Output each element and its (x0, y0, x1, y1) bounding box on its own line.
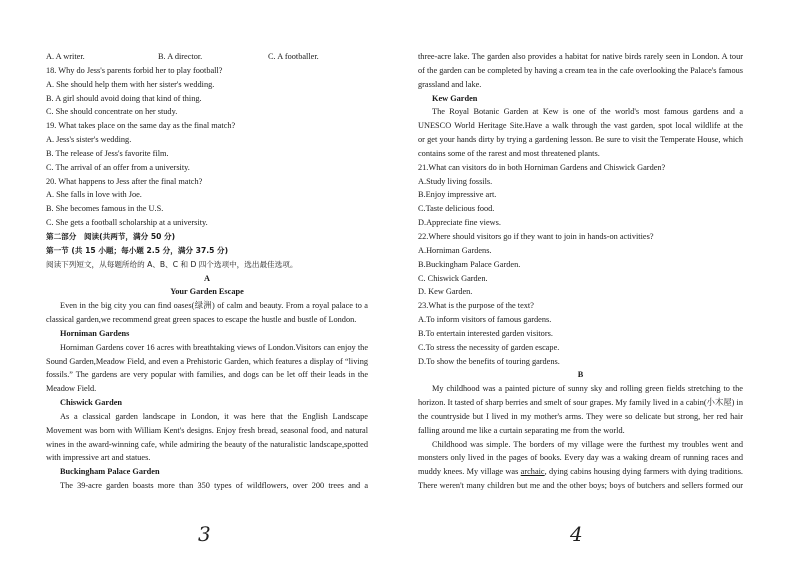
underlined-word-archaic: archaic (520, 467, 545, 477)
q17-option-a: A. A writer. (46, 52, 85, 61)
question-line: D.To show the benefits of touring gardens. (418, 356, 560, 366)
question-line: A.To inform visitors of famous gardens. (418, 315, 552, 325)
q17-options (46, 50, 368, 64)
question-line: A.Horniman Gardens. (418, 245, 492, 255)
question-line: 19. What takes place on the same day as the final match? (46, 121, 236, 131)
right-page-column (418, 50, 743, 493)
para2-line: There weren't many children but me and the other boys; boys of butchers and sellers formed our (418, 481, 743, 491)
para1-line: My childhood was a painted picture of sunny sky and rolling green fields stretching to the (432, 384, 743, 394)
left-page-column (46, 50, 368, 493)
question-line: C.Taste delicious food. (418, 204, 495, 214)
buckingham-line: The 39-acre garden boasts more than 350 types of wildflowers, over 200 trees and a (60, 481, 368, 491)
intro-line: classical garden,we recommend great green spaces to escape the hustle and bustle of London. (46, 315, 357, 325)
question-line: 23.What is the purpose of the text? (418, 301, 534, 311)
question-line: B. She becomes famous in the U.S. (46, 204, 164, 214)
section-title: 第二部分 阅读(共两节，满分 50 分) (46, 231, 176, 241)
chiswick-heading: Chiswick Garden (60, 398, 123, 408)
question-line: D.Appreciate fine views. (418, 218, 501, 228)
chiswick-line: with impressive art and statues. (46, 453, 151, 463)
passage-title: Your Garden Escape (170, 287, 244, 297)
q17-option-c: C. A footballer. (268, 52, 319, 61)
intro-line: Even in the big city you can find oases(绿洲) of calm and beauty. From a royal palace to a (60, 301, 368, 311)
kew-line: contains some of the rarest and most threatened plants. (418, 148, 600, 158)
question-line: A.Study living fossils. (418, 176, 493, 186)
page-number-right: 4 (570, 522, 583, 546)
q17-option-b: B. A director. (158, 52, 203, 61)
horniman-heading: Horniman Gardens (60, 328, 130, 338)
question-line: C. Chiswick Garden. (418, 273, 488, 283)
questions-21-23 (418, 161, 743, 369)
buckingham-cont-line: of the garden can be completed by having a cream tea in the cafe overlooking the Palace's famous (418, 65, 743, 75)
question-line: 18. Why do Jess's parents forbid her to play football? (46, 65, 223, 75)
question-line: 22.Where should visitors go if they want to join in hands-on activities? (418, 231, 654, 241)
kew-line: or get your hands dirty by trying a gardening lesson. Be sure to visit the Temperate House, which (418, 135, 743, 145)
part-title: 第一节 (共 15 小题；每小题 2.5 分，满分 37.5 分) (46, 245, 229, 255)
question-line: C.To stress the necessity of garden escape. (418, 342, 560, 352)
question-line: A. She should help them with her sister's wedding. (46, 79, 215, 89)
question-line: 21.What can visitors do in both Horniman Gardens and Chiswick Garden? (418, 162, 666, 172)
questions-18-20 (46, 64, 368, 230)
passage-letter-a: A (204, 273, 210, 283)
para2-text-before: muddy knees. My village was (418, 467, 521, 477)
chiswick-line: Movement was born with William Kent's designs. Enjoy fresh bread, seasonal food, and natural (46, 425, 368, 435)
horniman-line: fossils.” The gardens are very popular with families, and dogs can be let off their leads in the (46, 370, 368, 380)
kew-line: The Royal Botanic Garden at Kew is one of the world's most famous gardens and a (432, 107, 743, 117)
question-line: B. A girl should avoid doing that kind of thing. (46, 93, 202, 103)
para1-line: horizon. It tasted of sharp berries and smelt of sour grapes. My family lived in a cabin(小木屋) in (418, 398, 743, 408)
horniman-line: Horniman Gardens cover 16 acres with breathtaking views of London.Visitors can enjoy the (60, 342, 368, 352)
chiswick-line: As a classical garden landscape in London, it was here that the English Landscape (60, 411, 368, 421)
buckingham-cont-line: three-acre lake. The garden also provides a habitat for native birds rarely seen in London. A tour (418, 52, 743, 61)
question-line: C. She should concentrate on her study. (46, 107, 178, 117)
para2-line: Childhood was simple. The borders of my village were the furthest my troubles went and (432, 439, 743, 449)
para1-line: falling around me like a curtain separating me from the world. (418, 425, 625, 435)
horniman-line: Meadow Field. (46, 384, 97, 394)
question-line: A. Jess's sister's wedding. (46, 135, 132, 145)
question-line: A. She falls in love with Joe. (46, 190, 142, 200)
buckingham-heading: Buckingham Palace Garden (60, 467, 160, 477)
passage-letter-b: B (577, 370, 584, 380)
para2-line-with-underline (418, 465, 743, 479)
question-line: 20. What happens to Jess after the final match? (46, 176, 203, 186)
chiswick-line: wines in the award-winning cafe, while admiring the beauty of the naturalistic landscape,spotted (46, 439, 368, 449)
para1-line: the countryside but I lived in my mother's arms. They were so delicate but strong, her red hair (418, 411, 743, 421)
question-line: B.Enjoy impressive art. (418, 190, 497, 200)
question-line: C. She gets a football scholarship at a university. (46, 218, 208, 228)
kew-line: UNESCO World Heritage Site.Have a walk through the vast garden, spot local wildlife at the (418, 121, 743, 131)
question-line: B. The release of Jess's favorite film. (46, 148, 169, 158)
question-line: D. Kew Garden. (418, 287, 473, 297)
instruction: 阅读下列短文，从每题所给的 A、B、C 和 D 四个选项中，选出最佳选项。 (46, 259, 298, 269)
horniman-line: Sound Garden,Meadow Field, and even a Prehistoric Garden, which features a display of “living (46, 356, 368, 366)
buckingham-cont-line: grassland and lake. (418, 79, 482, 89)
page-number-left: 3 (198, 522, 211, 546)
kew-heading: Kew Garden (432, 93, 478, 103)
para2-text-after: , dying cabins housing dying farmers with dying traditions. (544, 467, 743, 477)
question-line: C. The arrival of an offer from a university. (46, 162, 190, 172)
question-line: B.Buckingham Palace Garden. (418, 259, 521, 269)
question-line: B.To entertain interested garden visitors. (418, 328, 553, 338)
para2-line: monsters only lived in the pages of books. Every day was a waking dream of running races and (418, 453, 743, 463)
